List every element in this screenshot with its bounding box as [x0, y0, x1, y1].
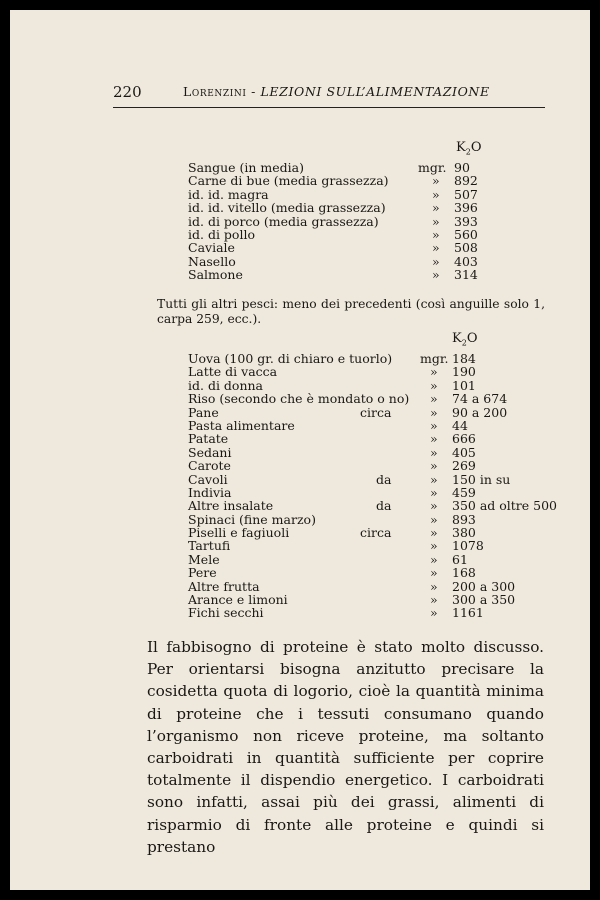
row-label: Mele — [188, 551, 220, 567]
row-value: 1078 — [452, 538, 484, 554]
running-head-title: LEZIONI SULL’ALIMENTAZIONE — [260, 84, 490, 99]
ditto-mark: » — [430, 404, 438, 420]
row-label: Arance e limoni — [188, 592, 288, 608]
row-qualifier: da — [376, 471, 392, 487]
row-label: Pasta alimentare — [188, 417, 295, 433]
row-label: Pane — [188, 404, 219, 420]
ditto-mark: » — [432, 213, 440, 229]
ditto-mark: » — [430, 578, 438, 594]
row-label: id. id. magra — [188, 186, 269, 202]
row-value: 666 — [452, 431, 476, 447]
row-value: 893 — [452, 511, 476, 527]
row-value: 190 — [452, 364, 476, 380]
row-label: Spinaci (fine marzo) — [188, 511, 316, 527]
ditto-mark: » — [430, 471, 438, 487]
row-qualifier: da — [376, 498, 392, 514]
row-label: id. di donna — [188, 377, 263, 393]
row-value: 101 — [452, 377, 476, 393]
row-value: 269 — [452, 458, 476, 474]
fish-note: Tutti gli altri pesci: meno dei precedenti (così anguille solo 1, carpa 259, ecc.). — [157, 297, 545, 326]
row-unit: mgr. — [420, 351, 449, 366]
row-label: Indivia — [188, 484, 232, 500]
row-label: Pere — [188, 565, 217, 581]
row-label: id. di porco (media grassezza) — [188, 213, 379, 229]
row-label: Piselli e fagiuoli — [188, 525, 290, 541]
row-label: Tartufi — [188, 538, 231, 554]
page-header — [113, 83, 545, 108]
book-page — [10, 10, 590, 890]
row-value: 90 a 200 — [452, 404, 508, 420]
ditto-mark: » — [432, 173, 440, 189]
row-value: 90 — [454, 160, 470, 175]
k2o-heading: $K_2O$ — [456, 140, 482, 157]
row-label: Carote — [188, 458, 231, 474]
ditto-mark: » — [430, 444, 438, 460]
row-value: 508 — [454, 240, 478, 256]
ditto-mark: » — [432, 240, 440, 256]
row-label: Patate — [188, 431, 229, 447]
row-label: Cavoli — [188, 471, 228, 487]
row-value: 168 — [452, 565, 476, 581]
row-qualifier: circa — [360, 404, 392, 420]
ditto-mark: » — [430, 417, 438, 433]
row-label: Carne di bue (media grassezza) — [188, 173, 389, 189]
row-value: 560 — [454, 226, 478, 242]
running-head-author: Lorenzini — [183, 84, 247, 99]
row-label: Nasello — [188, 253, 236, 269]
ditto-mark: » — [430, 605, 438, 621]
row-label: Latte di vacca — [188, 364, 278, 380]
ditto-mark: » — [430, 458, 438, 474]
row-value: 350 ad oltre 500 — [452, 498, 558, 514]
row-value: 403 — [454, 253, 478, 269]
ditto-mark: » — [432, 200, 440, 216]
row-label: Riso (secondo che è mondato o no) — [188, 391, 410, 407]
ditto-mark: » — [430, 431, 438, 447]
row-label: id. di pollo — [188, 226, 255, 242]
ditto-mark: » — [430, 498, 438, 514]
row-value: 300 a 350 — [452, 592, 516, 608]
ditto-mark: » — [430, 484, 438, 500]
row-value: 405 — [452, 444, 476, 460]
running-head — [183, 84, 490, 99]
ditto-mark: » — [430, 592, 438, 608]
row-label: Altre frutta — [188, 578, 260, 594]
page-number: 220 — [113, 83, 142, 101]
ditto-mark: » — [432, 226, 440, 242]
row-label: Altre insalate — [188, 498, 274, 514]
row-label: Sangue (in media) — [188, 160, 304, 175]
ditto-mark: » — [430, 377, 438, 393]
ditto-mark: » — [430, 511, 438, 527]
row-value: 396 — [454, 200, 478, 216]
row-value: 61 — [452, 551, 468, 567]
ditto-mark: » — [430, 551, 438, 567]
row-value: 507 — [454, 186, 478, 202]
ditto-mark: » — [430, 565, 438, 581]
running-head-separator: - — [246, 84, 261, 99]
ditto-mark: » — [430, 364, 438, 380]
row-value: 44 — [452, 417, 468, 433]
body-paragraph: Il fabbisogno di proteine è stato molto discusso. Per orientarsi bisogna anzitutto precisare la cosidetta quota di logorio, cioè la quantità minima di proteine che i tessuti consumano quando l’organismo non riceve proteine, ma soltanto carboidrati in quantità sufficiente per coprire totalmente il dispendio energetico. I carboidrati sono infatti, assai più dei grassi, alimenti di risparmio di fronte alle proteine e quindi si prestano — [147, 638, 544, 856]
row-value: 74 a 674 — [452, 391, 508, 407]
row-value: 184 — [452, 351, 476, 366]
row-value: 1161 — [452, 605, 484, 621]
ditto-mark: » — [430, 525, 438, 541]
ditto-mark: » — [432, 267, 440, 283]
row-value: 200 a 300 — [452, 578, 516, 594]
row-label: id. id. vitello (media grassezza) — [188, 200, 386, 216]
row-label: Sedani — [188, 444, 232, 460]
row-value: 393 — [454, 213, 478, 229]
row-qualifier: circa — [360, 525, 392, 541]
row-label: Salmone — [188, 267, 243, 283]
ditto-mark: » — [432, 186, 440, 202]
row-label: Caviale — [188, 240, 235, 256]
row-value: 380 — [452, 525, 476, 541]
ditto-mark: » — [430, 391, 438, 407]
row-value: 892 — [454, 173, 478, 189]
row-label: Uova (100 gr. di chiaro e tuorlo) — [188, 351, 393, 366]
row-label: Fichi secchi — [188, 605, 264, 621]
row-value: 314 — [454, 267, 478, 283]
ditto-mark: » — [432, 253, 440, 269]
row-value: 459 — [452, 484, 476, 500]
row-unit: mgr. — [418, 160, 447, 175]
row-value: 150 in su — [452, 471, 511, 487]
k2o-heading: $K_2O$ — [452, 331, 478, 348]
ditto-mark: » — [430, 538, 438, 554]
